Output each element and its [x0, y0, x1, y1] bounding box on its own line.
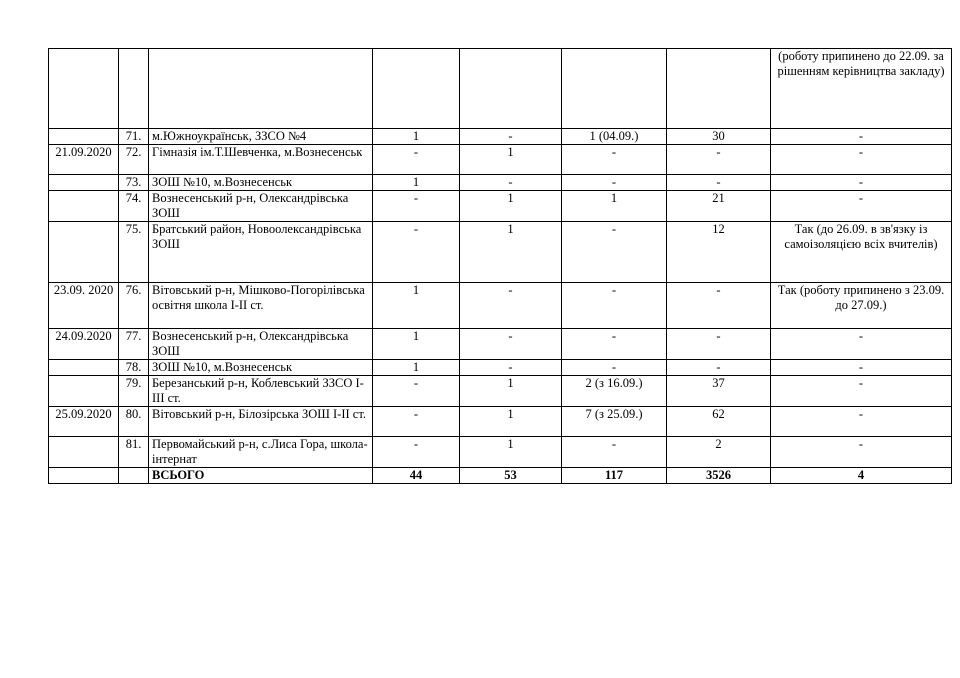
- value-cell-b: 1: [460, 407, 562, 437]
- school-cell: м.Южноукраїнськ, ЗЗСО №4: [149, 129, 373, 145]
- note-cell: -: [771, 407, 952, 437]
- total-c: 117: [562, 468, 667, 484]
- date-cell: 21.09.2020: [49, 145, 119, 175]
- value-cell-d: [667, 49, 771, 129]
- value-cell-c: -: [562, 360, 667, 376]
- value-cell-c: [562, 49, 667, 129]
- value-cell-c: -: [562, 222, 667, 283]
- value-cell-b: -: [460, 283, 562, 329]
- school-cell: ЗОШ №10, м.Вознесенськ: [149, 360, 373, 376]
- school-cell: Березанський р-н, Коблевський ЗЗСО І-ІІІ ст.: [149, 376, 373, 407]
- table-row: [49, 49, 952, 129]
- date-cell: [49, 191, 119, 222]
- date-cell: [49, 437, 119, 468]
- school-cell: [149, 49, 373, 129]
- table-row: [49, 191, 952, 222]
- number-cell: 71.: [119, 129, 149, 145]
- table-row: [49, 129, 952, 145]
- date-cell: [49, 376, 119, 407]
- total-a: 44: [373, 468, 460, 484]
- value-cell-b: 1: [460, 191, 562, 222]
- value-cell-d: 21: [667, 191, 771, 222]
- value-cell-b: [460, 49, 562, 129]
- note-cell: -: [771, 175, 952, 191]
- value-cell-a: [373, 49, 460, 129]
- note-cell: -: [771, 191, 952, 222]
- number-cell: 75.: [119, 222, 149, 283]
- number-cell: 74.: [119, 191, 149, 222]
- value-cell-b: 1: [460, 376, 562, 407]
- value-cell-c: -: [562, 145, 667, 175]
- number-cell: 81.: [119, 437, 149, 468]
- total-d: 3526: [667, 468, 771, 484]
- value-cell-c: -: [562, 437, 667, 468]
- value-cell-c: -: [562, 329, 667, 360]
- value-cell-d: 62: [667, 407, 771, 437]
- number-cell: 72.: [119, 145, 149, 175]
- note-cell: -: [771, 329, 952, 360]
- value-cell-a: -: [373, 407, 460, 437]
- value-cell-d: 12: [667, 222, 771, 283]
- date-cell: [49, 129, 119, 145]
- table-row: [49, 145, 952, 175]
- schools-table: [48, 48, 952, 484]
- value-cell-a: 1: [373, 329, 460, 360]
- value-cell-a: 1: [373, 175, 460, 191]
- value-cell-c: 7 (з 25.09.): [562, 407, 667, 437]
- number-cell: [119, 49, 149, 129]
- value-cell-a: 1: [373, 129, 460, 145]
- note-cell: -: [771, 360, 952, 376]
- number-cell: 79.: [119, 376, 149, 407]
- note-cell: Так (роботу припинено з 23.09. до 27.09.): [771, 283, 952, 329]
- school-cell: Вітовський р-н, Мішково-Погорілівська освітня школа І-ІІ ст.: [149, 283, 373, 329]
- date-cell: [49, 175, 119, 191]
- date-cell: [49, 468, 119, 484]
- table-row: [49, 376, 952, 407]
- school-cell: Вознесенський р-н, Олександрівська ЗОШ: [149, 329, 373, 360]
- value-cell-b: 1: [460, 437, 562, 468]
- table-row: [49, 360, 952, 376]
- value-cell-b: 1: [460, 222, 562, 283]
- note-cell: -: [771, 145, 952, 175]
- value-cell-c: -: [562, 175, 667, 191]
- school-cell: Первомайський р-н, с.Лиса Гора, школа-інтернат: [149, 437, 373, 468]
- value-cell-a: -: [373, 145, 460, 175]
- table-row: [49, 437, 952, 468]
- note-cell: -: [771, 437, 952, 468]
- value-cell-d: 37: [667, 376, 771, 407]
- value-cell-b: -: [460, 360, 562, 376]
- table-row: [49, 283, 952, 329]
- number-cell: [119, 468, 149, 484]
- value-cell-a: 1: [373, 283, 460, 329]
- total-label: ВСЬОГО: [149, 468, 373, 484]
- value-cell-c: 1: [562, 191, 667, 222]
- value-cell-d: -: [667, 283, 771, 329]
- value-cell-a: -: [373, 191, 460, 222]
- value-cell-a: -: [373, 222, 460, 283]
- date-cell: [49, 222, 119, 283]
- value-cell-b: -: [460, 175, 562, 191]
- value-cell-c: 2 (з 16.09.): [562, 376, 667, 407]
- note-cell: (роботу припинено до 22.09. за рішенням керівництва закладу): [771, 49, 952, 129]
- date-cell: [49, 360, 119, 376]
- value-cell-b: -: [460, 129, 562, 145]
- date-cell: 25.09.2020: [49, 407, 119, 437]
- note-cell: -: [771, 376, 952, 407]
- date-cell: [49, 49, 119, 129]
- value-cell-a: -: [373, 376, 460, 407]
- number-cell: 73.: [119, 175, 149, 191]
- number-cell: 80.: [119, 407, 149, 437]
- table-row: [49, 175, 952, 191]
- total-row: [49, 468, 952, 484]
- value-cell-b: 1: [460, 145, 562, 175]
- value-cell-b: -: [460, 329, 562, 360]
- school-cell: Вітовський р-н, Білозірська ЗОШ І-ІІ ст.: [149, 407, 373, 437]
- value-cell-d: -: [667, 360, 771, 376]
- table-row: [49, 329, 952, 360]
- number-cell: 76.: [119, 283, 149, 329]
- value-cell-d: -: [667, 175, 771, 191]
- value-cell-d: -: [667, 145, 771, 175]
- date-cell: 24.09.2020: [49, 329, 119, 360]
- value-cell-c: -: [562, 283, 667, 329]
- total-note: 4: [771, 468, 952, 484]
- school-cell: Вознесенський р-н, Олександрівська ЗОШ: [149, 191, 373, 222]
- total-b: 53: [460, 468, 562, 484]
- value-cell-a: -: [373, 437, 460, 468]
- school-cell: ЗОШ №10, м.Вознесенськ: [149, 175, 373, 191]
- value-cell-c: 1 (04.09.): [562, 129, 667, 145]
- date-cell: 23.09. 2020: [49, 283, 119, 329]
- school-cell: Братський район, Новоолександрівська ЗОШ: [149, 222, 373, 283]
- value-cell-a: 1: [373, 360, 460, 376]
- note-cell: -: [771, 129, 952, 145]
- value-cell-d: 30: [667, 129, 771, 145]
- value-cell-d: 2: [667, 437, 771, 468]
- note-cell: Так (до 26.09. в зв'язку із самоізоляцією всіх вчителів): [771, 222, 952, 283]
- table-row: [49, 407, 952, 437]
- value-cell-d: -: [667, 329, 771, 360]
- school-cell: Гімназія ім.Т.Шевченка, м.Вознесенськ: [149, 145, 373, 175]
- number-cell: 77.: [119, 329, 149, 360]
- table-row: [49, 222, 952, 283]
- number-cell: 78.: [119, 360, 149, 376]
